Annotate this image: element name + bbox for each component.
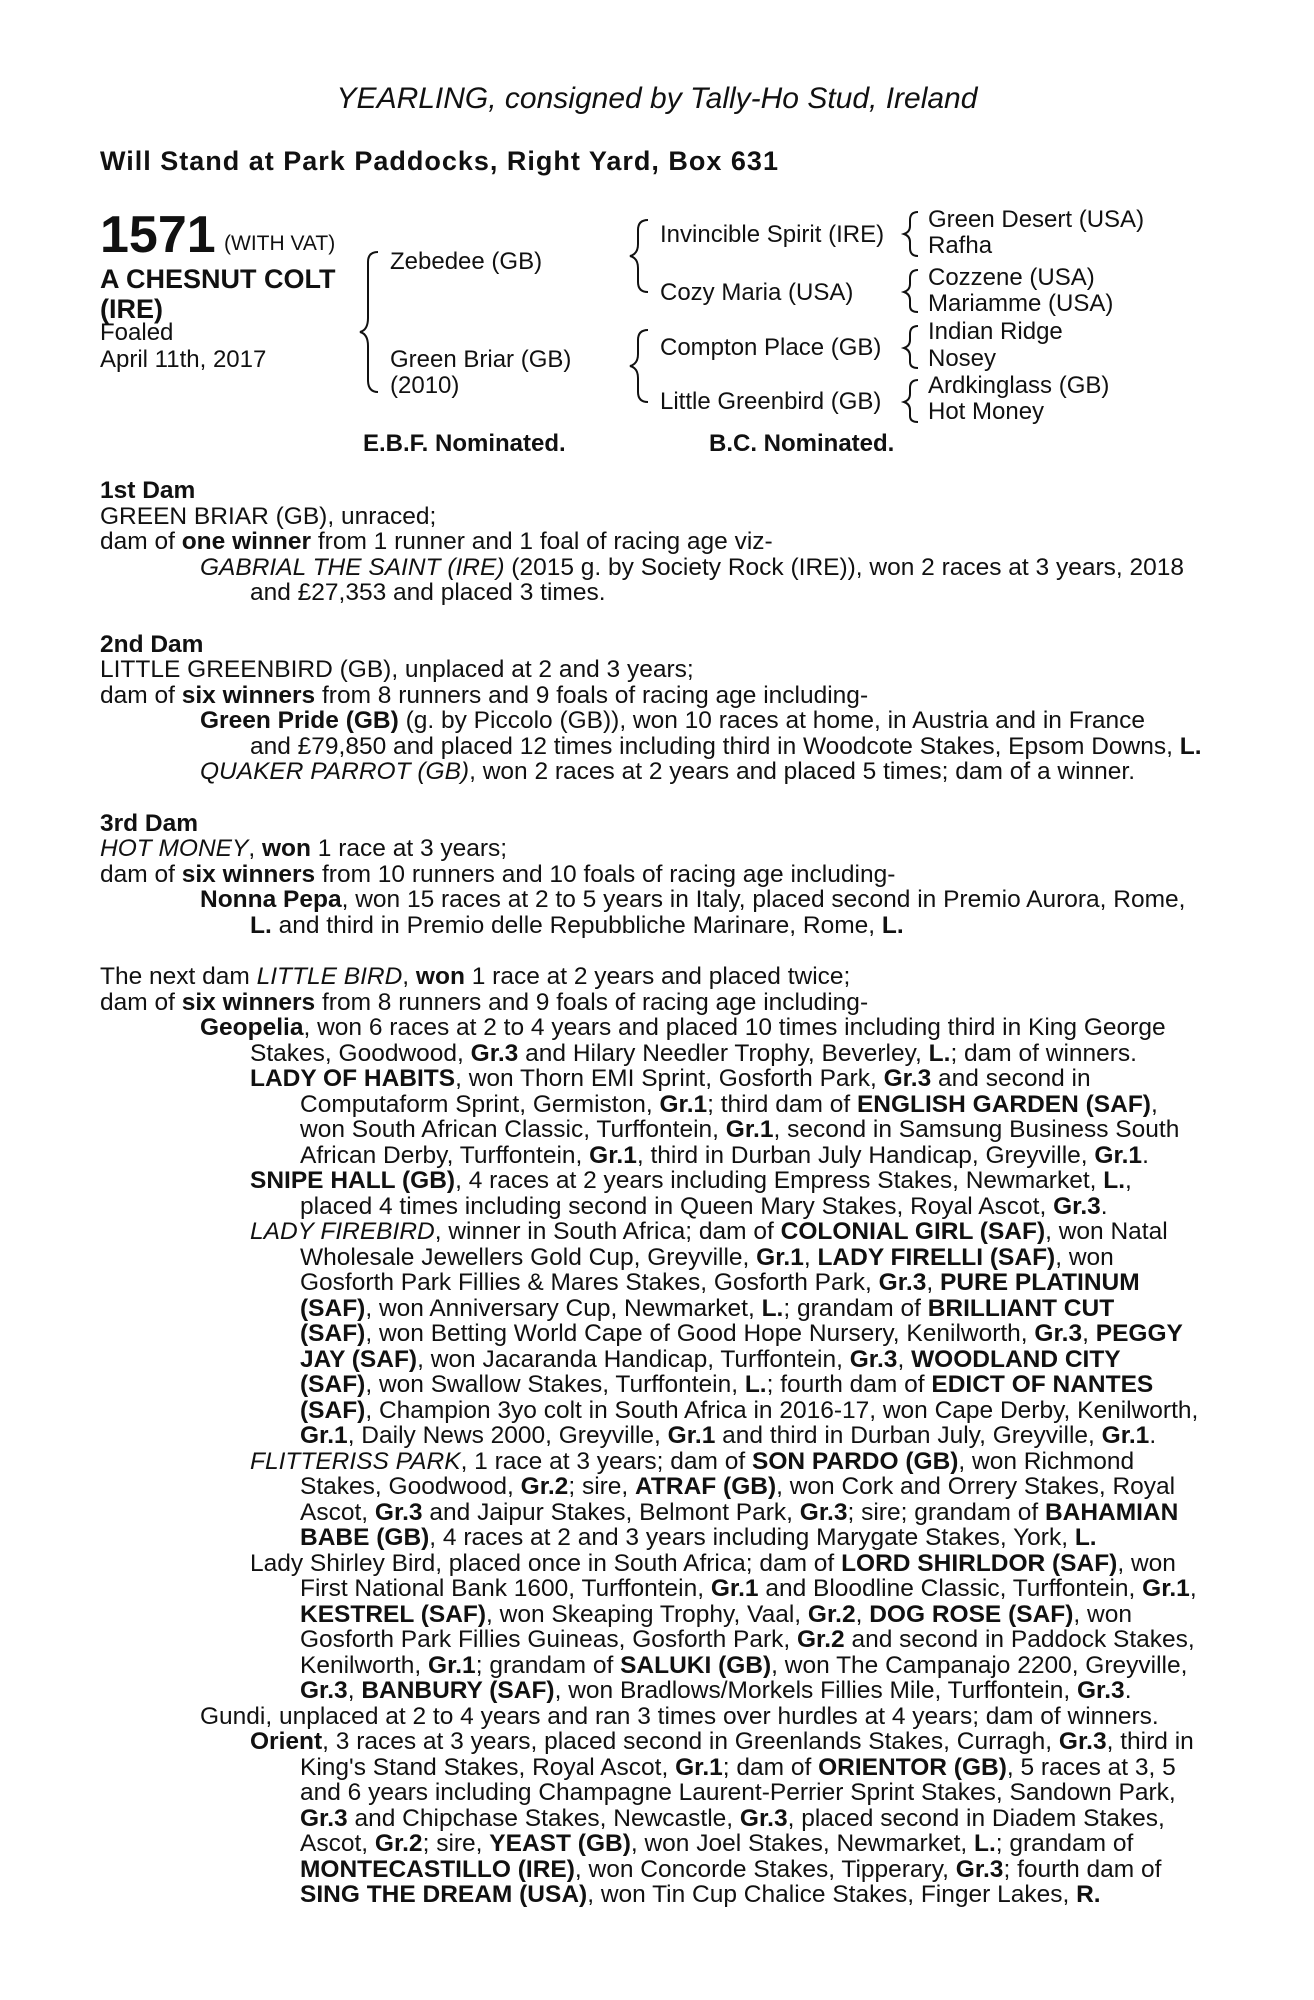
text-run: , won Anniversary Cup, Newmarket, — [365, 1294, 762, 1322]
text-line — [100, 913, 1205, 939]
bold-text: Gr.2 — [374, 1830, 423, 1857]
bold-text: Gr.2 — [807, 1600, 856, 1628]
foaled-date: April 11th, 2017 — [100, 346, 267, 373]
lot-number: 1571 — [100, 206, 216, 264]
text-run: Stakes, Goodwood, — [250, 1039, 471, 1067]
text-run: , — [347, 1677, 362, 1704]
bold-text: Geopelia — [200, 1014, 304, 1041]
text-line — [100, 504, 1205, 530]
text-line — [100, 1627, 1205, 1653]
section-heading: 3rd Dam — [100, 809, 199, 837]
text-run: LITTLE GREENBIRD (GB), unplaced at 2 and 3 years; — [100, 656, 694, 683]
italic-text: FLITTERISS PARK — [250, 1447, 461, 1475]
bold-text: (SAF) — [300, 1396, 366, 1424]
bold-text: Gr.1 — [1142, 1575, 1190, 1602]
bold-text: Gr.3 — [849, 1345, 898, 1373]
text-line — [100, 1117, 1205, 1143]
bold-text: L. — [744, 1371, 767, 1398]
bold-text: L. — [250, 911, 272, 939]
text-run: , won Skeaping Trophy, Vaal, — [486, 1600, 808, 1628]
text-run: (2015 g. by Society Rock (IRE)), won 2 races at 3 years, 2018 — [504, 553, 1185, 581]
bold-text: BRILLIANT CUT — [927, 1294, 1115, 1322]
text-run: and third in Premio delle Repubbliche Marinare, Rome, — [271, 911, 882, 939]
bold-text: R. — [1076, 1881, 1101, 1908]
text-run: and Bloodline Classic, Turffontein, — [758, 1575, 1143, 1602]
bold-text: Gr.3 — [799, 1498, 848, 1526]
text-run: , 4 races at 2 years including Empress Stakes, Newmarket, — [455, 1167, 1104, 1194]
bold-text: BAHAMIAN — [1044, 1498, 1179, 1526]
bold-text: (SAF) — [300, 1371, 366, 1398]
bold-text: LADY FIRELLI (SAF) — [817, 1243, 1056, 1271]
text-line — [100, 964, 1205, 990]
bc-nominated: B.C. Nominated. — [709, 430, 895, 457]
bold-text: YEAST (GB) — [489, 1830, 631, 1857]
bold-text: L. — [1103, 1167, 1126, 1194]
text-run: GREEN BRIAR (GB), unraced; — [100, 502, 437, 530]
section-heading: 1st Dam — [100, 477, 196, 504]
text-line — [100, 1296, 1205, 1322]
dam-section — [100, 811, 1205, 939]
bold-text: six winners — [181, 681, 316, 709]
pedigree-gg3: Cozzene (USA) — [928, 264, 1095, 291]
text-run: , won Jacaranda Handicap, Turffontein, — [417, 1345, 850, 1373]
text-run: Kenilworth, — [300, 1651, 429, 1679]
bold-text: Nonna Pepa — [200, 886, 342, 913]
text-run: dam of — [100, 528, 182, 555]
text-line — [100, 555, 1205, 581]
pedigree-gg7: Ardkinglass (GB) — [928, 372, 1110, 399]
bold-text: (SAF) — [300, 1294, 366, 1322]
text-run: , won 6 races at 2 to 4 years and placed 10 times including third in King George — [303, 1014, 1166, 1041]
pedigree-gg1: Green Desert (USA) — [928, 206, 1145, 233]
bold-text: ENGLISH GARDEN (SAF) — [856, 1090, 1151, 1118]
text-run: First National Bank 1600, Turffontein, — [300, 1575, 711, 1602]
text-run: , won 15 races at 2 to 5 years in Italy, placed second in Premio Aurora, Rome, — [341, 886, 1186, 913]
bold-text: Gr.3 — [470, 1039, 519, 1067]
text-line — [100, 1831, 1205, 1857]
text-run: , — [248, 835, 262, 862]
text-run: from 8 runners and 9 foals of racing age including- — [315, 681, 869, 709]
text-line — [100, 1525, 1205, 1551]
text-line — [100, 759, 1205, 785]
horse-description-line1: A CHESNUT COLT — [100, 264, 336, 294]
bold-text: BABE (GB) — [300, 1524, 430, 1551]
text-line — [100, 1602, 1205, 1628]
bold-text: SNIPE HALL (GB) — [250, 1167, 456, 1194]
bold-text: EDICT OF NANTES — [931, 1371, 1154, 1398]
text-run: , Champion 3yo colt in South Africa in 2016-17, won Cape Derby, Kenilworth, — [365, 1396, 1199, 1424]
text-line — [100, 1500, 1205, 1526]
text-run: , won Richmond — [958, 1447, 1135, 1475]
text-line — [100, 1729, 1205, 1755]
text-run: , 5 races at 3, 5 — [1006, 1753, 1176, 1781]
text-line — [100, 1321, 1205, 1347]
text-run: , third in Durban July Handicap, Greyville, — [636, 1141, 1095, 1169]
text-run: , third in — [1106, 1728, 1194, 1755]
ebf-nominated: E.B.F. Nominated. — [363, 430, 566, 457]
bold-text: SING THE DREAM (USA) — [300, 1881, 588, 1908]
section-heading: 2nd Dam — [100, 630, 204, 658]
text-line — [100, 1347, 1205, 1373]
text-line — [100, 1423, 1205, 1449]
bold-text: Gr.3 — [1077, 1677, 1125, 1704]
location-line: Will Stand at Park Paddocks, Right Yard, Box 631 — [100, 146, 779, 176]
bold-text: Gr.3 — [1053, 1192, 1101, 1220]
dam-section — [100, 964, 1205, 1908]
bold-text: ORIENTOR (GB) — [818, 1753, 1007, 1781]
bold-text: Gr.1 — [300, 1422, 348, 1449]
bold-text: Gr.1 — [589, 1141, 637, 1169]
text-run: King's Stand Stakes, Royal Ascot, — [300, 1753, 676, 1781]
text-line — [100, 887, 1205, 913]
text-run: and £79,850 and placed 12 times including third in Woodcote Stakes, Epsom Downs, — [250, 732, 1180, 760]
text-run: . — [1100, 1192, 1108, 1220]
pedigree-dam: Green Briar (GB) — [390, 346, 572, 373]
text-run: , won 2 races at 2 years and placed 5 times; dam of a winner. — [469, 758, 1136, 785]
bold-text: ATRAF (GB) — [635, 1473, 777, 1500]
bold-text: Gr.1 — [675, 1753, 723, 1781]
text-line — [100, 1551, 1205, 1577]
text-run: , 1 race at 3 years; dam of — [460, 1447, 752, 1475]
bold-text: Gr.1 — [667, 1422, 716, 1449]
bold-text: SALUKI (GB) — [620, 1651, 772, 1679]
text-run: dam of — [100, 681, 182, 709]
text-run: , winner in South Africa; dam of — [434, 1218, 781, 1245]
text-run: , won Thorn EMI Sprint, Gosforth Park, — [455, 1065, 884, 1092]
bold-text: Gr.1 — [1094, 1141, 1143, 1169]
text-run: Ascot, — [300, 1498, 375, 1526]
text-line — [100, 708, 1205, 734]
pedigree-gg2: Rafha — [928, 232, 993, 259]
bold-text: L. — [881, 911, 904, 939]
bold-text: Gr.2 — [797, 1626, 845, 1653]
text-run: , won Tin Cup Chalice Stakes, Finger Lakes, — [587, 1881, 1077, 1908]
text-run: 1 race at 2 years and placed twice; — [464, 963, 851, 990]
text-run: , — [1082, 1320, 1096, 1347]
bold-text: six winners — [181, 988, 316, 1016]
bold-text: Gr.3 — [878, 1269, 927, 1296]
text-run: . — [1149, 1422, 1157, 1449]
text-line — [100, 1449, 1205, 1475]
pedigree-gg6: Nosey — [928, 345, 997, 372]
text-line — [100, 1398, 1205, 1424]
text-run: , won Joel Stakes, Newmarket, — [630, 1830, 974, 1857]
vat-label: (WITH VAT) — [224, 232, 336, 255]
text-run: Gosforth Park Fillies Guineas, Gosforth Park, — [300, 1626, 797, 1653]
bold-text: six winners — [181, 860, 316, 888]
bold-text: LADY OF HABITS — [250, 1065, 456, 1092]
bold-text: won — [262, 835, 311, 862]
bold-text: Orient — [250, 1728, 323, 1755]
text-line — [100, 1219, 1205, 1245]
pedigree-sire-dam: Cozy Maria (USA) — [660, 279, 854, 306]
bold-text: Gr.3 — [955, 1855, 1004, 1883]
text-run: from 1 runner and 1 foal of racing age viz- — [311, 528, 773, 555]
text-run: dam of — [100, 988, 182, 1016]
bold-text: BANBURY (SAF) — [361, 1677, 555, 1704]
text-run: , Daily News 2000, Greyville, — [347, 1422, 668, 1449]
dam-section — [100, 478, 1205, 606]
text-line — [100, 836, 1205, 862]
bold-text: MONTECASTILLO (IRE) — [300, 1855, 575, 1883]
bold-text: L. — [1074, 1524, 1097, 1551]
horse-description-line2: (IRE) — [100, 294, 163, 324]
text-run: and third in Durban July, Greyville, — [715, 1422, 1102, 1449]
text-run: dam of — [100, 860, 182, 888]
text-run: , — [926, 1269, 940, 1296]
text-line — [100, 1806, 1205, 1832]
foaled-label: Foaled — [100, 319, 174, 346]
text-run: and second in — [931, 1065, 1091, 1092]
text-run: ; grandam of — [783, 1294, 928, 1322]
text-line — [100, 734, 1205, 760]
bold-text: L. — [761, 1294, 784, 1322]
text-run: , — [1150, 1090, 1158, 1118]
bold-text: WOODLAND CITY — [911, 1345, 1121, 1373]
bold-text: DOG ROSE (SAF) — [869, 1600, 1074, 1628]
italic-text: HOT MONEY — [100, 835, 249, 862]
text-run: from 8 runners and 9 foals of racing age including- — [315, 988, 869, 1016]
text-run: , won — [1073, 1600, 1132, 1628]
text-run: placed 4 times including second in Queen Mary Stakes, Royal Ascot, — [300, 1192, 1054, 1220]
text-line — [100, 1092, 1205, 1118]
bold-text: Gr.1 — [710, 1575, 759, 1602]
text-run: and Hilary Needler Trophy, Beverley, — [518, 1039, 929, 1067]
text-run: , won Cork and Orrery Stakes, Royal — [776, 1473, 1176, 1500]
text-run: , — [402, 963, 416, 990]
pedigree-gg5: Indian Ridge — [928, 318, 1063, 345]
bold-text: Gr.3 — [739, 1804, 788, 1832]
text-line — [100, 683, 1205, 709]
text-line — [100, 657, 1205, 683]
italic-text: GABRIAL THE SAINT (IRE) — [200, 553, 505, 581]
text-run: ; sire, — [568, 1473, 636, 1500]
text-run: , won Swallow Stakes, Turffontein, — [365, 1371, 745, 1398]
text-line — [100, 1780, 1205, 1806]
pedigree-dam-sire: Compton Place (GB) — [660, 334, 882, 361]
bold-text: Gr.2 — [520, 1473, 569, 1500]
italic-text: LADY FIREBIRD — [250, 1218, 435, 1245]
text-run: and £27,353 and placed 3 times. — [250, 579, 606, 606]
bold-text: won — [415, 963, 465, 990]
text-run: The next dam — [100, 963, 257, 990]
bold-text: L. — [974, 1830, 996, 1857]
text-line — [100, 1041, 1205, 1067]
bold-text: Gr.3 — [300, 1804, 348, 1832]
bold-text: Gr.3 — [1058, 1728, 1107, 1755]
text-line — [100, 1882, 1205, 1908]
bold-text: Gr.1 — [756, 1243, 804, 1271]
text-line — [100, 1270, 1205, 1296]
bold-text: Gr.3 — [883, 1065, 932, 1092]
text-run: , 4 races at 2 and 3 years including Marygate Stakes, York, — [429, 1524, 1075, 1551]
text-run: , — [803, 1243, 818, 1271]
text-run: , — [1125, 1167, 1132, 1194]
text-line — [100, 1194, 1205, 1220]
text-line — [100, 862, 1205, 888]
page-title: YEARLING, consigned by Tally-Ho Stud, Ireland — [336, 82, 978, 115]
text-line — [100, 529, 1205, 555]
bold-text: JAY (SAF) — [300, 1345, 418, 1373]
text-run: Wholesale Jewellers Gold Cup, Greyville, — [300, 1243, 757, 1271]
text-run: ; fourth dam of — [766, 1371, 932, 1398]
text-run: Ascot, — [300, 1830, 375, 1857]
italic-text: LITTLE BIRD — [256, 963, 403, 990]
text-line — [100, 1143, 1205, 1169]
text-run: and Jaipur Stakes, Belmont Park, — [422, 1498, 800, 1526]
bold-text: COLONIAL GIRL (SAF) — [780, 1218, 1046, 1245]
bold-text: Gr.1 — [725, 1116, 774, 1143]
text-run: , won — [1117, 1549, 1176, 1577]
italic-text: QUAKER PARROT (GB) — [200, 758, 470, 785]
text-run: (g. by Piccolo (GB)), won 10 races at home, in Austria and in France — [398, 707, 1145, 734]
text-run: , second in Samsung Business South — [773, 1116, 1180, 1143]
text-run: Gosforth Park Fillies & Mares Stakes, Gosforth Park, — [300, 1269, 879, 1296]
text-line — [100, 1653, 1205, 1679]
text-run: ; sire, — [422, 1830, 490, 1857]
text-line — [100, 1066, 1205, 1092]
text-line — [100, 1576, 1205, 1602]
text-line — [100, 1474, 1205, 1500]
text-line — [100, 1704, 1205, 1730]
bold-text: Gr.3 — [374, 1498, 423, 1526]
text-run: , won Concorde Stakes, Tipperary, — [574, 1855, 956, 1883]
text-line — [100, 1168, 1205, 1194]
text-run: African Derby, Turffontein, — [300, 1141, 590, 1169]
text-line — [100, 580, 1205, 606]
bold-text: PEGGY — [1095, 1320, 1183, 1347]
text-line — [100, 1857, 1205, 1883]
text-run: . — [1142, 1141, 1149, 1169]
text-run: and 6 years including Champagne Laurent-Perrier Sprint Stakes, Sandown Park, — [300, 1779, 1176, 1806]
text-run: , 3 races at 3 years, placed second in Greenlands Stakes, Curragh, — [322, 1728, 1059, 1755]
pedigree-dam-dam: Little Greenbird (GB) — [660, 388, 882, 415]
bold-text: one winner — [181, 528, 312, 555]
bold-text: LORD SHIRLDOR (SAF) — [841, 1549, 1118, 1577]
bold-text: SON PARDO (GB) — [751, 1447, 959, 1475]
pedigree-sire-sire: Invincible Spirit (IRE) — [660, 221, 885, 248]
bold-text: Gr.3 — [1034, 1320, 1083, 1347]
bold-text: Gr.3 — [300, 1677, 348, 1704]
text-run: ; grandam of — [995, 1830, 1134, 1857]
catalogue-body — [100, 478, 1205, 1934]
text-run: , won The Campanajo 2200, Greyville, — [771, 1651, 1188, 1679]
text-run: and second in Paddock Stakes, — [844, 1626, 1195, 1653]
pedigree-gg8: Hot Money — [928, 398, 1045, 425]
text-run: , — [897, 1345, 912, 1373]
bold-text: Gr.1 — [659, 1090, 708, 1118]
text-run: Computaform Sprint, Germiston, — [300, 1090, 660, 1118]
text-run: ; dam of winners. — [950, 1039, 1137, 1067]
text-run: ; dam of — [722, 1753, 819, 1781]
text-line — [100, 1755, 1205, 1781]
text-run: , placed second in Diadem Stakes, — [787, 1804, 1165, 1832]
bold-text: Green Pride (GB) — [200, 707, 399, 734]
text-run: ; sire; grandam of — [847, 1498, 1045, 1526]
text-run: ; third dam of — [707, 1090, 857, 1118]
text-run: ; grandam of — [475, 1651, 621, 1679]
pedigree-dam-year: (2010) — [390, 372, 460, 399]
text-run: , — [855, 1600, 870, 1628]
text-run: ; fourth dam of — [1003, 1855, 1162, 1883]
text-run: , won — [1055, 1243, 1114, 1271]
text-run: from 10 runners and 10 foals of racing age including- — [315, 860, 896, 888]
bold-text: KESTREL (SAF) — [300, 1600, 487, 1628]
bold-text: L. — [928, 1039, 951, 1067]
text-line — [100, 1015, 1205, 1041]
bold-text: PURE PLATINUM — [939, 1269, 1140, 1296]
pedigree-gg4: Mariamme (USA) — [928, 290, 1114, 317]
text-run: won South African Classic, Turffontein, — [300, 1116, 726, 1143]
text-run: . — [1124, 1677, 1132, 1704]
bold-text: (SAF) — [300, 1320, 366, 1347]
text-line — [100, 990, 1205, 1016]
text-run: Gundi, unplaced at 2 to 4 years and ran 3 times over hurdles at 4 years; dam of winners. — [200, 1702, 1159, 1730]
text-line — [100, 1678, 1205, 1704]
text-run: and Chipchase Stakes, Newcastle, — [347, 1804, 740, 1832]
text-line — [100, 1372, 1205, 1398]
text-run: , won Bradlows/Morkels Fillies Mile, Turffontein, — [554, 1677, 1077, 1704]
bold-text: L. — [1179, 732, 1202, 760]
text-run: Lady Shirley Bird, placed once in South Africa; dam of — [250, 1549, 842, 1577]
bold-text: Gr.1 — [1101, 1422, 1150, 1449]
text-run: , won Natal — [1045, 1218, 1168, 1245]
text-run: , won Betting World Cape of Good Hope Nursery, Kenilworth, — [365, 1320, 1035, 1347]
text-run: 1 race at 3 years; — [311, 835, 508, 862]
text-line — [100, 1245, 1205, 1271]
text-run: , — [1189, 1575, 1197, 1602]
dam-section — [100, 632, 1205, 785]
pedigree-sire: Zebedee (GB) — [390, 248, 543, 275]
text-run: Stakes, Goodwood, — [300, 1473, 521, 1500]
bold-text: Gr.1 — [428, 1651, 476, 1679]
